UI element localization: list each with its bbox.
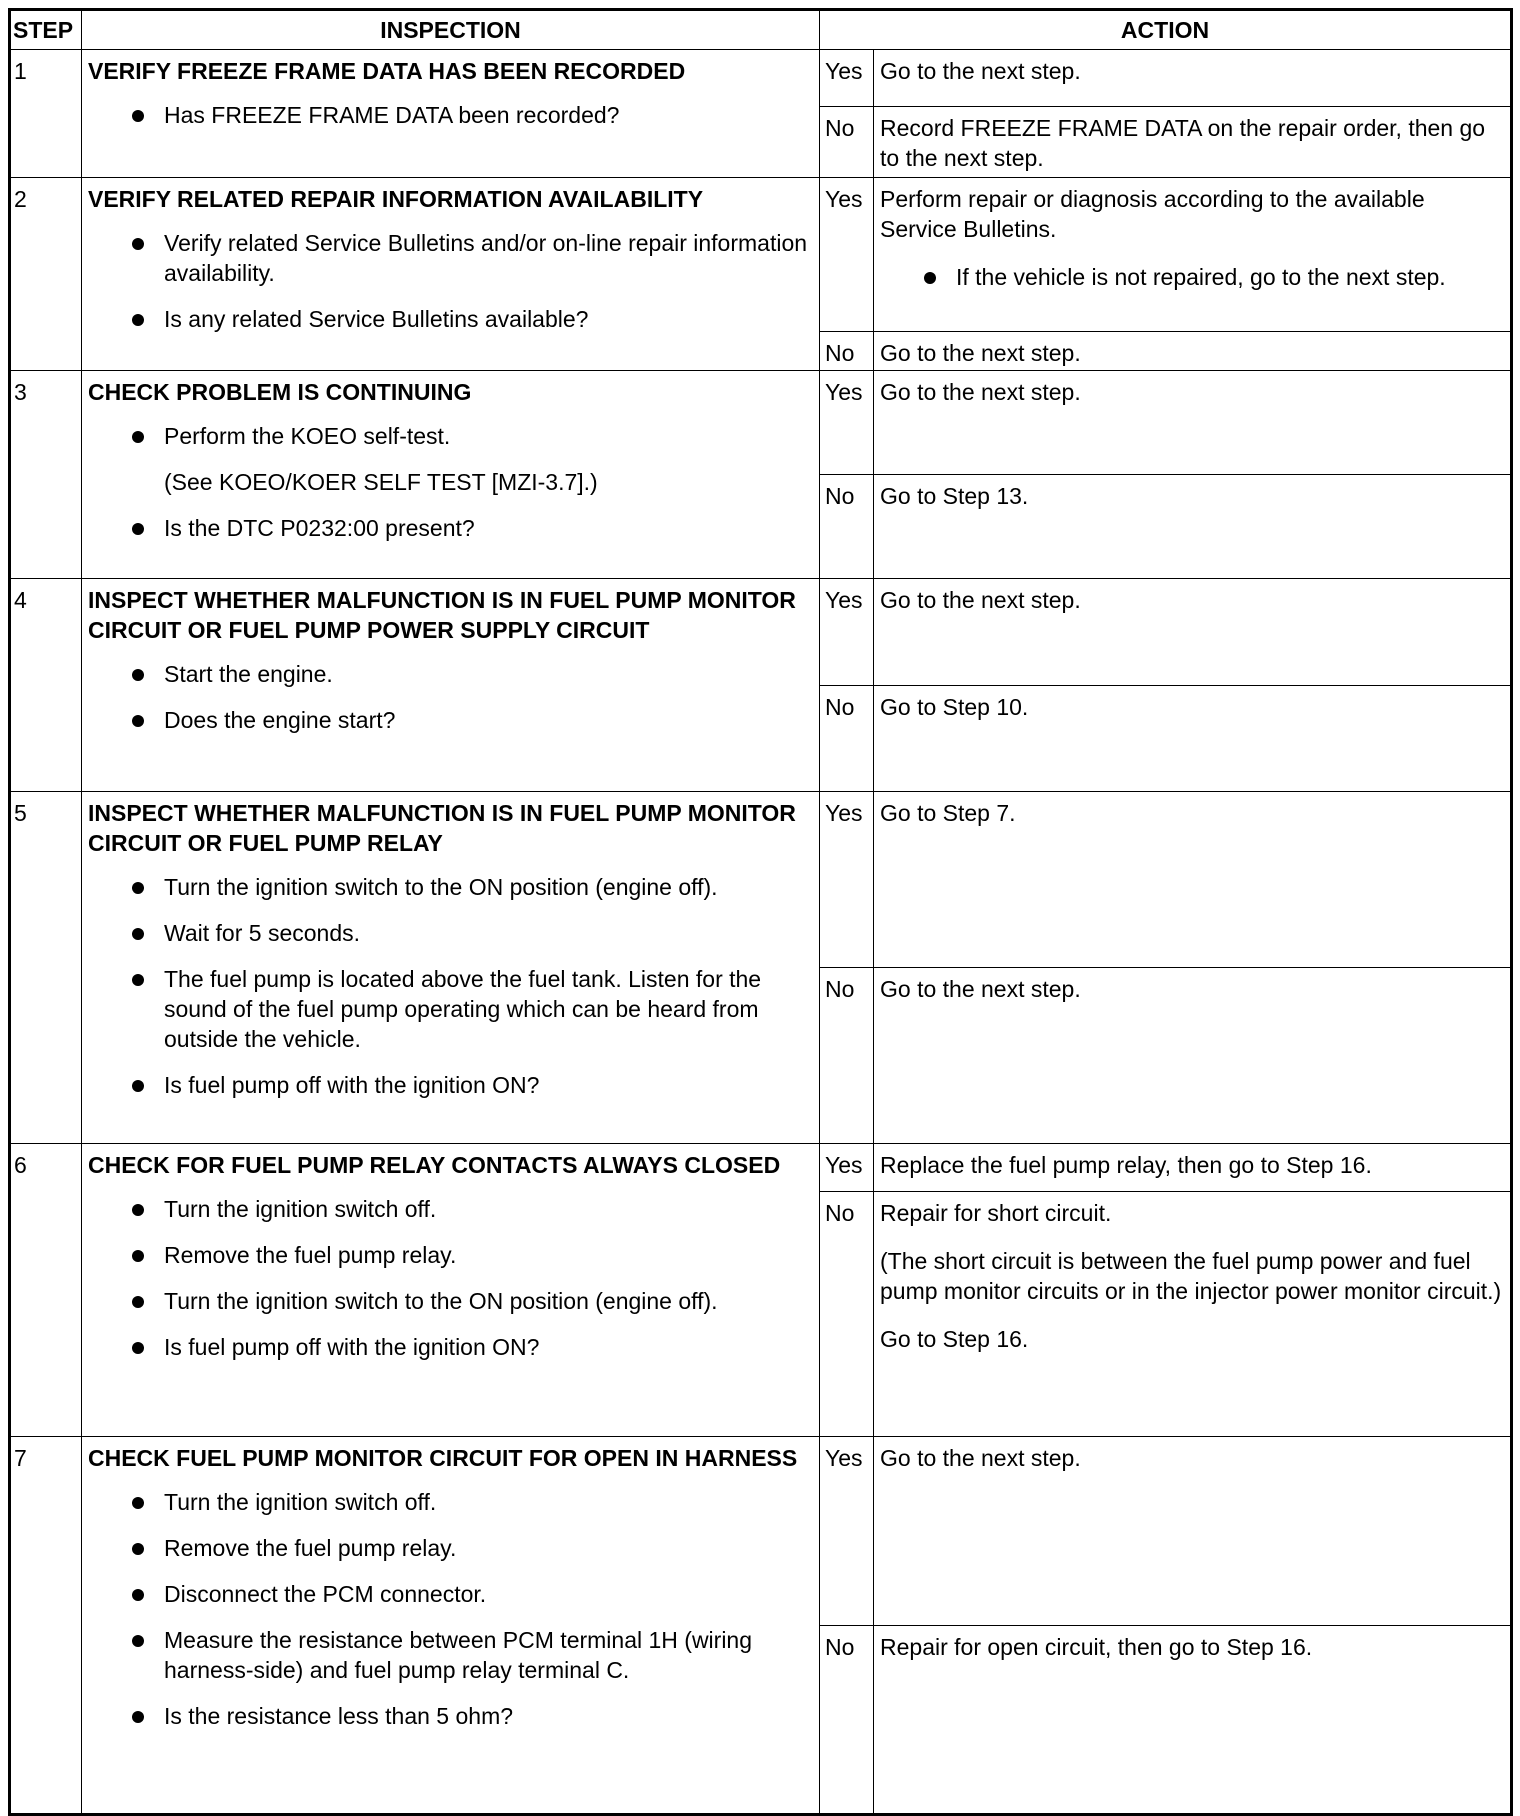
inspection-item: Turn the ignition switch to the ON position (engine off). bbox=[88, 872, 813, 902]
yes-label: Yes bbox=[820, 178, 874, 332]
no-action bbox=[874, 686, 1512, 792]
inspection-item: Is fuel pump off with the ignition ON? bbox=[88, 1070, 813, 1100]
yes-label: Yes bbox=[820, 1144, 874, 1192]
no-action bbox=[874, 968, 1512, 1144]
inspection-cell bbox=[82, 1144, 820, 1437]
inspection-cell bbox=[82, 178, 820, 371]
inspection-cell bbox=[82, 371, 820, 579]
action-text: Perform repair or diagnosis according to the available Service Bulletins. bbox=[880, 186, 1425, 242]
step-row bbox=[10, 579, 1512, 686]
inspection-item: Is any related Service Bulletins available? bbox=[88, 304, 813, 334]
action-text: Go to the next step. bbox=[880, 1445, 1081, 1471]
inspection-item: Turn the ignition switch off. bbox=[88, 1194, 813, 1224]
inspection-cell bbox=[82, 1437, 820, 1815]
step-title: CHECK FOR FUEL PUMP RELAY CONTACTS ALWAYS CLOSED bbox=[88, 1152, 781, 1178]
action-text: Go to the next step. bbox=[880, 976, 1081, 1002]
inspection-item: Remove the fuel pump relay. bbox=[88, 1240, 813, 1270]
step-row bbox=[10, 1437, 1512, 1626]
step-number: 6 bbox=[10, 1144, 82, 1437]
action-text: Go to the next step. bbox=[880, 58, 1081, 84]
inspection-cell bbox=[82, 792, 820, 1144]
step-number: 1 bbox=[10, 50, 82, 178]
yes-label: Yes bbox=[820, 792, 874, 968]
step-number: 2 bbox=[10, 178, 82, 371]
inspection-item: Turn the ignition switch to the ON position (engine off). bbox=[88, 1286, 813, 1316]
no-label: No bbox=[820, 1626, 874, 1815]
no-label: No bbox=[820, 107, 874, 178]
inspection-item: Measure the resistance between PCM terminal 1H (wiring harness-side) and fuel pump relay terminal C. bbox=[88, 1625, 813, 1685]
inspection-item: Remove the fuel pump relay. bbox=[88, 1533, 813, 1563]
inspection-header: INSPECTION bbox=[82, 10, 820, 50]
step-title: CHECK PROBLEM IS CONTINUING bbox=[88, 379, 472, 405]
action-text: Go to Step 7. bbox=[880, 800, 1016, 826]
no-action bbox=[874, 1192, 1512, 1437]
inspection-item: Is the DTC P0232:00 present? bbox=[88, 513, 813, 543]
inspection-item: The fuel pump is located above the fuel tank. Listen for the sound of the fuel pump operating which can be heard from outside the vehicle. bbox=[88, 964, 813, 1054]
yes-action bbox=[874, 178, 1512, 332]
step-title: CHECK FUEL PUMP MONITOR CIRCUIT FOR OPEN IN HARNESS bbox=[88, 1445, 798, 1471]
step-row bbox=[10, 792, 1512, 968]
yes-action bbox=[874, 1144, 1512, 1192]
inspection-item: Has FREEZE FRAME DATA been recorded? bbox=[88, 100, 813, 130]
inspection-cell bbox=[82, 50, 820, 178]
action-text: Replace the fuel pump relay, then go to Step 16. bbox=[880, 1152, 1372, 1178]
yes-label: Yes bbox=[820, 1437, 874, 1626]
yes-label: Yes bbox=[820, 371, 874, 475]
action-text: Go to Step 16. bbox=[880, 1326, 1029, 1352]
no-action bbox=[874, 107, 1512, 178]
action-text: Go to Step 13. bbox=[880, 483, 1029, 509]
diagnostic-procedure-table bbox=[8, 8, 1513, 1816]
step-number: 3 bbox=[10, 371, 82, 579]
inspection-item: Perform the KOEO self-test. bbox=[88, 421, 813, 451]
inspection-item: Does the engine start? bbox=[88, 705, 813, 735]
step-title: VERIFY FREEZE FRAME DATA HAS BEEN RECORDED bbox=[88, 58, 686, 84]
inspection-item: Turn the ignition switch off. bbox=[88, 1487, 813, 1517]
action-header: ACTION bbox=[820, 10, 1512, 50]
step-number: 5 bbox=[10, 792, 82, 1144]
reference-note: (See KOEO/KOER SELF TEST [MZI-3.7].) bbox=[164, 469, 598, 495]
inspection-cell bbox=[82, 579, 820, 792]
action-text: Go to Step 10. bbox=[880, 694, 1029, 720]
header-row bbox=[10, 10, 1512, 50]
yes-action bbox=[874, 792, 1512, 968]
action-text: Go to the next step. bbox=[880, 340, 1081, 366]
no-label: No bbox=[820, 968, 874, 1144]
inspection-item: Verify related Service Bulletins and/or on-line repair information availability. bbox=[88, 228, 813, 288]
step-header: STEP bbox=[10, 10, 82, 50]
no-action bbox=[874, 1626, 1512, 1815]
yes-label: Yes bbox=[820, 579, 874, 686]
step-number: 4 bbox=[10, 579, 82, 792]
step-row bbox=[10, 371, 1512, 475]
step-row bbox=[10, 50, 1512, 107]
step-number: 7 bbox=[10, 1437, 82, 1815]
action-text: Go to the next step. bbox=[880, 587, 1081, 613]
step-title: INSPECT WHETHER MALFUNCTION IS IN FUEL PUMP MONITOR CIRCUIT OR FUEL PUMP RELAY bbox=[88, 800, 796, 856]
yes-action bbox=[874, 1437, 1512, 1626]
action-text: (The short circuit is between the fuel pump power and fuel pump monitor circuits or in the injector power monitor circuit.) bbox=[880, 1248, 1502, 1304]
no-label: No bbox=[820, 686, 874, 792]
action-bullet: If the vehicle is not repaired, go to the next step. bbox=[880, 262, 1504, 292]
step-title: VERIFY RELATED REPAIR INFORMATION AVAILABILITY bbox=[88, 186, 704, 212]
yes-action bbox=[874, 50, 1512, 107]
yes-action bbox=[874, 579, 1512, 686]
inspection-item: Wait for 5 seconds. bbox=[88, 918, 813, 948]
inspection-item: Is fuel pump off with the ignition ON? bbox=[88, 1332, 813, 1362]
inspection-item: Start the engine. bbox=[88, 659, 813, 689]
step-row bbox=[10, 1144, 1512, 1192]
no-label: No bbox=[820, 475, 874, 579]
action-text: Repair for short circuit. bbox=[880, 1200, 1112, 1226]
no-action bbox=[874, 332, 1512, 371]
step-row bbox=[10, 178, 1512, 332]
yes-action bbox=[874, 371, 1512, 475]
no-label: No bbox=[820, 332, 874, 371]
yes-label: Yes bbox=[820, 50, 874, 107]
no-label: No bbox=[820, 1192, 874, 1437]
action-text: Record FREEZE FRAME DATA on the repair order, then go to the next step. bbox=[880, 115, 1486, 171]
inspection-item: Is the resistance less than 5 ohm? bbox=[88, 1701, 813, 1731]
action-text: Repair for open circuit, then go to Step 16. bbox=[880, 1634, 1313, 1660]
action-text: Go to the next step. bbox=[880, 379, 1081, 405]
inspection-item: Disconnect the PCM connector. bbox=[88, 1579, 813, 1609]
no-action bbox=[874, 475, 1512, 579]
step-title: INSPECT WHETHER MALFUNCTION IS IN FUEL PUMP MONITOR CIRCUIT OR FUEL PUMP POWER SUPPLY CIRCUIT bbox=[88, 587, 796, 643]
